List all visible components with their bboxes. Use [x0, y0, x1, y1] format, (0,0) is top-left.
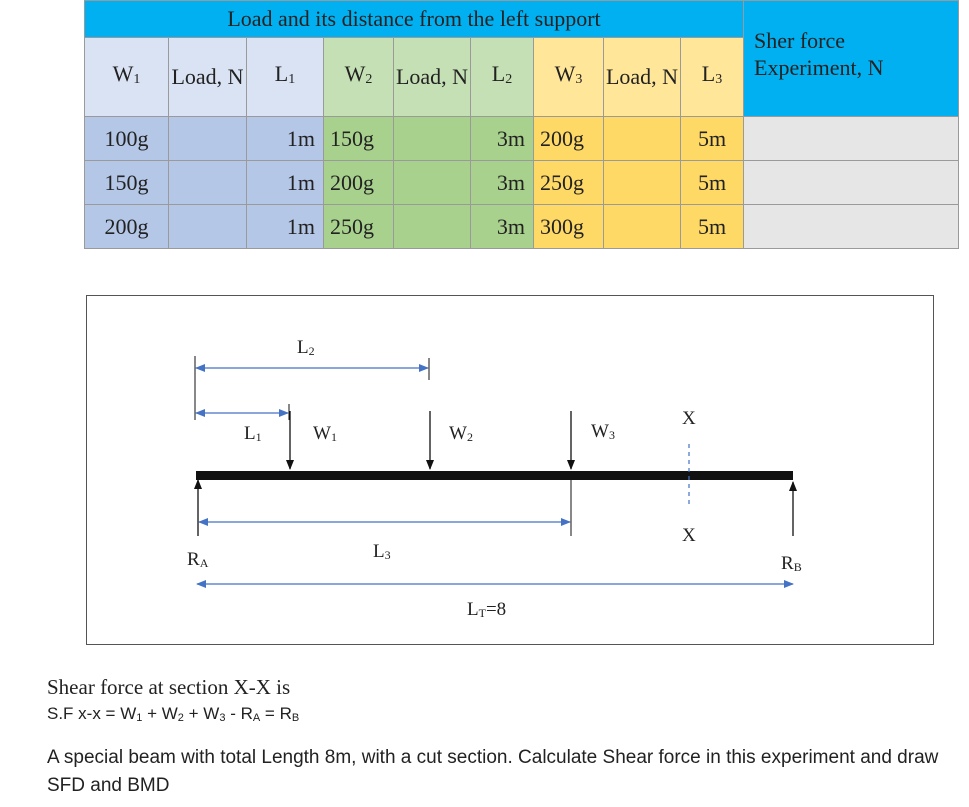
cell-load3[interactable] — [604, 205, 681, 249]
table-title: Load and its distance from the left support — [85, 1, 744, 38]
cell-w1: 100g — [85, 117, 169, 161]
header-load3: Load, N — [604, 38, 681, 117]
cell-w2: 250g — [324, 205, 394, 249]
cell-shear[interactable] — [744, 205, 959, 249]
header-w2: W2 — [324, 38, 394, 117]
cell-w2: 150g — [324, 117, 394, 161]
cell-load2[interactable] — [394, 117, 471, 161]
cell-w1: 200g — [85, 205, 169, 249]
load-distance-table — [84, 0, 959, 249]
beam-diagram-svg — [87, 296, 933, 644]
cell-load2[interactable] — [394, 205, 471, 249]
label-section-x-bottom: X — [682, 525, 696, 546]
header-w3: W3 — [534, 38, 604, 117]
cell-l3: 5m — [681, 161, 744, 205]
label-total-length: LT=8 — [467, 599, 507, 620]
cell-l1: 1m — [247, 161, 324, 205]
table-row — [85, 161, 959, 205]
cell-shear[interactable] — [744, 117, 959, 161]
cell-l2: 3m — [471, 117, 534, 161]
table-row — [85, 205, 959, 249]
cell-l3: 5m — [681, 117, 744, 161]
cell-w3: 250g — [534, 161, 604, 205]
cell-l2: 3m — [471, 161, 534, 205]
cell-w1: 150g — [85, 161, 169, 205]
beam-diagram — [86, 295, 934, 645]
label-l1: L1 — [244, 423, 262, 444]
header-l3: L3 — [681, 38, 744, 117]
label-section-x-top: X — [682, 408, 696, 429]
cell-load1[interactable] — [169, 205, 247, 249]
cell-shear[interactable] — [744, 161, 959, 205]
cell-l1: 1m — [247, 117, 324, 161]
cell-load1[interactable] — [169, 161, 247, 205]
header-load2: Load, N — [394, 38, 471, 117]
cell-load2[interactable] — [394, 161, 471, 205]
label-l2: L2 — [297, 337, 315, 358]
label-w1: W1 — [313, 423, 337, 444]
label-w3: W3 — [591, 421, 615, 442]
cell-l3: 5m — [681, 205, 744, 249]
label-l3: L3 — [373, 541, 391, 562]
header-w1: W1 — [85, 38, 169, 117]
table-row — [85, 117, 959, 161]
cell-load3[interactable] — [604, 117, 681, 161]
cell-w3: 300g — [534, 205, 604, 249]
beam — [196, 471, 793, 480]
shear-force-heading: Shear force at section X-X is — [47, 675, 291, 699]
shear-force-header: Sher force Experiment, N — [744, 1, 959, 117]
cell-load3[interactable] — [604, 161, 681, 205]
label-w2: W2 — [449, 423, 473, 444]
cell-load1[interactable] — [169, 117, 247, 161]
cell-l1: 1m — [247, 205, 324, 249]
header-l1: L1 — [247, 38, 324, 117]
header-load1: Load, N — [169, 38, 247, 117]
task-description: A special beam with total Length 8m, with a cut section. Calculate Shear force in this experiment and draw SFD and BMD — [47, 747, 939, 796]
label-rb: RB — [781, 553, 802, 574]
cell-w3: 200g — [534, 117, 604, 161]
header-l2: L2 — [471, 38, 534, 117]
shear-force-formula: S.F x-x = W1 + W2 + W3 - RA = RB — [47, 704, 300, 724]
cell-w2: 200g — [324, 161, 394, 205]
cell-l2: 3m — [471, 205, 534, 249]
label-ra: RA — [187, 549, 209, 570]
